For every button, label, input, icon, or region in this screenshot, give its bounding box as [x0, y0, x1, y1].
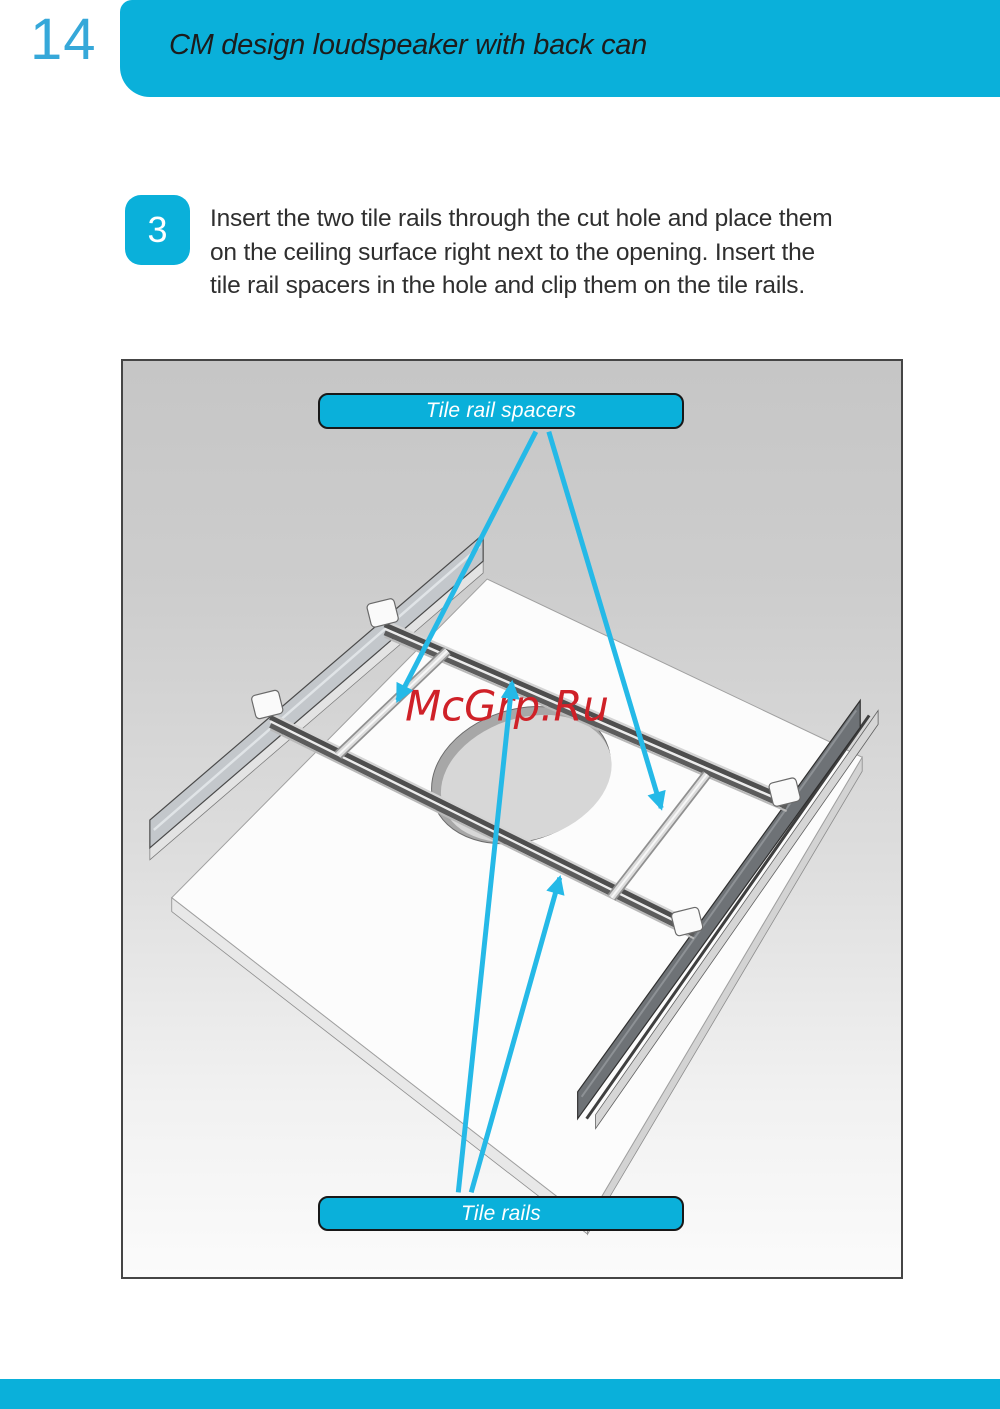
footer-bar: [0, 1379, 1000, 1409]
instruction-line: Insert the two tile rails through the cut hole and place them: [210, 205, 833, 232]
step-number: 3: [147, 209, 168, 250]
header-bar: [120, 0, 1000, 97]
watermark-text: McGrp.Ru: [405, 681, 609, 731]
instruction-line: tile rail spacers in the hole and clip them on the tile rails.: [210, 272, 805, 299]
figure-panel: [121, 359, 903, 1279]
label-tile-rails: [318, 1196, 684, 1231]
instruction-line: on the ceiling surface right next to the opening. Insert the: [210, 238, 815, 266]
ceiling-tile-diagram: [123, 361, 901, 1277]
label-text: Tile rail spacers: [425, 399, 577, 422]
step-instruction-text: [210, 202, 832, 303]
label-tile-rail-spacers: [318, 393, 684, 429]
step-number-badge: [125, 195, 190, 265]
page-number: 14: [30, 7, 97, 72]
page-title: CM design loudspeaker with back can: [169, 29, 647, 61]
ceiling-tile: [172, 579, 862, 1220]
label-text: Tile rails: [461, 1201, 541, 1225]
